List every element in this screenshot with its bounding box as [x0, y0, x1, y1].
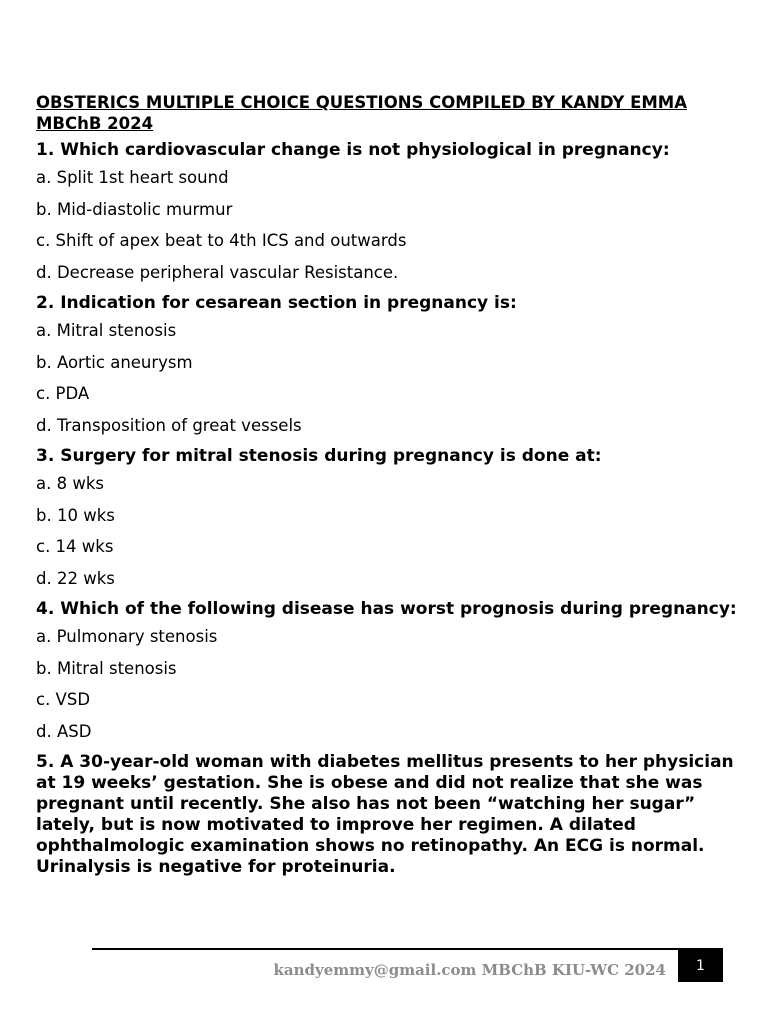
question-3-option-d: d. 22 wks [36, 568, 115, 588]
question-2-option-a: a. Mitral stenosis [36, 321, 177, 340]
question-block-1 [36, 140, 740, 283]
question-2-option-d: d. Transposition of great vessels [36, 415, 302, 435]
page-number: 1 [678, 950, 723, 982]
question-block-2 [36, 293, 740, 436]
footer-divider [92, 948, 723, 950]
document-title [36, 92, 740, 134]
question-1-option-d: d. Decrease peripheral vascular Resistance. [36, 262, 399, 282]
footer-text: kandyemmy@gmail.com MBChB KIU-WC 2024 [273, 961, 666, 979]
document-title-line-1: OBSTERICS MULTIPLE CHOICE QUESTIONS COMPILED BY KANDY EMMA [36, 93, 687, 112]
question-4-option-b: b. Mitral stenosis [36, 658, 177, 678]
question-4-option-a: a. Pulmonary stenosis [36, 627, 218, 646]
question-3-option-c: c. 14 wks [36, 537, 114, 556]
document-title-line-2: MBChB 2024 [36, 114, 154, 133]
question-5-text: 5. A 30-year-old woman with diabetes mellitus presents to her physician at 19 weeks’ gestation. She is obese and did not realize that she was pregnant until recently. She also has not been “watching her sugar” lately, but is now motivated to improve her regimen. A dilated ophthalmologic examination shows no retinopathy. An ECG is normal. Urinalysis is negative for proteinuria. [36, 752, 734, 877]
question-4-text: 4. Which of the following disease has worst prognosis during pregnancy: [36, 599, 737, 619]
document-page [36, 92, 740, 884]
question-1-option-b: b. Mid-diastolic murmur [36, 199, 233, 219]
question-4-option-d: d. ASD [36, 721, 92, 741]
question-1-text: 1. Which cardiovascular change is not physiological in pregnancy: [36, 140, 670, 160]
question-1-option-a: a. Split 1st heart sound [36, 168, 229, 187]
question-block-5 [36, 752, 740, 878]
question-1-option-c: c. Shift of apex beat to 4th ICS and outwards [36, 231, 407, 250]
question-2-option-b: b. Aortic aneurysm [36, 352, 193, 372]
question-block-3 [36, 446, 740, 589]
question-3-text: 3. Surgery for mitral stenosis during pregnancy is done at: [36, 446, 602, 466]
question-3-option-b: b. 10 wks [36, 505, 115, 525]
question-block-4 [36, 599, 740, 742]
question-2-text: 2. Indication for cesarean section in pregnancy is: [36, 293, 517, 313]
question-3-option-a: a. 8 wks [36, 474, 104, 493]
question-4-option-c: c. VSD [36, 690, 91, 709]
question-2-option-c: c. PDA [36, 384, 90, 403]
